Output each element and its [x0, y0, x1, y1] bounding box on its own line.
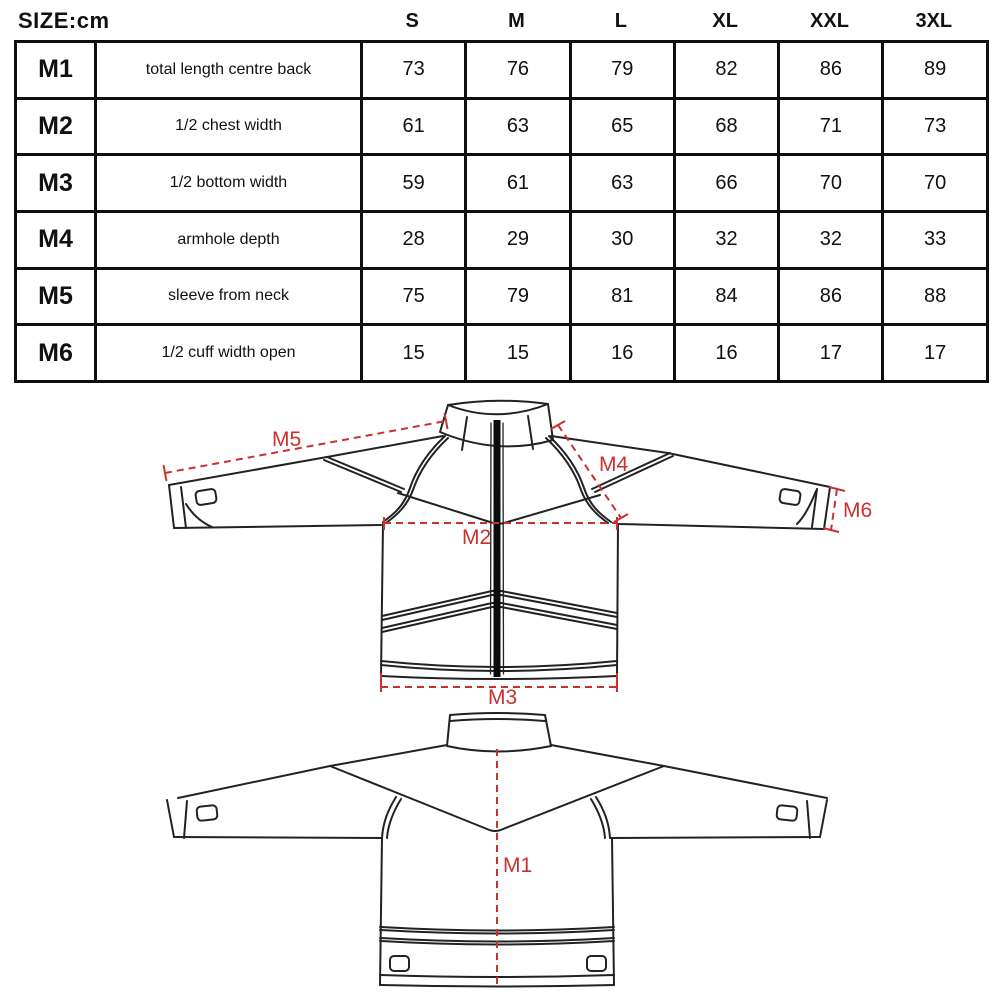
back-right-cuff-tab: [776, 805, 797, 821]
measurement-value: 32: [779, 211, 883, 268]
m5-dimension-line: [165, 421, 446, 473]
size-column-header: XXL: [810, 9, 849, 32]
measurement-value: 16: [674, 325, 778, 382]
jacket-front-diagram: [150, 390, 880, 715]
measurement-value: 32: [674, 211, 778, 268]
measurement-value: 29: [466, 211, 570, 268]
measurement-label: total length centre back: [96, 42, 362, 99]
front-right-raglan-seam: [549, 436, 611, 522]
front-body-left-side: [381, 524, 383, 676]
size-column-header: S: [405, 9, 419, 32]
size-header-row: [14, 6, 986, 36]
measurement-value: 61: [362, 98, 466, 155]
front-right-cuff-tab: [779, 489, 801, 506]
front-right-sleeve-top: [551, 436, 830, 487]
back-right-armhole: [596, 797, 610, 838]
measurement-label: sleeve from neck: [96, 268, 362, 325]
measurement-label: 1/2 bottom width: [96, 155, 362, 212]
measurement-value: 86: [779, 268, 883, 325]
size-column-header: M: [508, 9, 525, 32]
measurement-row: [16, 211, 988, 268]
measurement-label: armhole depth: [96, 211, 362, 268]
front-left-raglan-seam: [383, 436, 445, 522]
size-column-header: XL: [712, 9, 738, 32]
front-left-cuff-curve: [186, 504, 212, 527]
measurement-value: 71: [779, 98, 883, 155]
back-left-armhole: [387, 799, 401, 838]
measurement-value: 17: [779, 325, 883, 382]
m6-label: M6: [843, 499, 873, 522]
measurement-row: [16, 268, 988, 325]
page-title: SIZE:cm: [18, 8, 110, 33]
back-hem-tab-left: [390, 956, 409, 971]
measurement-code: M4: [16, 211, 96, 268]
back-hem-seam: [380, 975, 614, 977]
m3-label: M3: [488, 686, 518, 709]
size-table-body: [16, 42, 988, 382]
measurement-code: M1: [16, 42, 96, 99]
measurement-value: 70: [883, 155, 987, 212]
front-right-sleeve-bottom: [618, 524, 824, 529]
measurement-code: M6: [16, 325, 96, 382]
back-right-sleeve-top: [551, 745, 827, 798]
measurement-value: 79: [570, 42, 674, 99]
back-hem-tab-right: [587, 956, 606, 971]
front-left-raglan-seam: [386, 438, 448, 523]
measurement-value: 84: [674, 268, 778, 325]
front-body-right-side: [617, 524, 618, 676]
front-zipper-tape: [503, 423, 504, 674]
measurement-value: 73: [883, 98, 987, 155]
measurement-label: 1/2 chest width: [96, 98, 362, 155]
front-left-sleeve-stripe: [327, 457, 404, 489]
front-left-sleeve-bottom: [174, 525, 381, 528]
back-left-cuff-seam: [184, 801, 187, 838]
measurement-value: 63: [466, 98, 570, 155]
measurement-label: 1/2 cuff width open: [96, 325, 362, 382]
measurement-value: 86: [779, 42, 883, 99]
front-left-sleeve-top: [169, 436, 443, 485]
back-left-sleeve-bottom: [174, 837, 382, 838]
measurement-row: [16, 42, 988, 99]
m4-label: M4: [599, 453, 629, 476]
front-annotations: [164, 413, 846, 692]
m2-label: M2: [462, 526, 492, 549]
measurement-value: 28: [362, 211, 466, 268]
back-left-cuff-tab: [196, 805, 217, 821]
measurement-value: 33: [883, 211, 987, 268]
measurement-value: 73: [362, 42, 466, 99]
back-left-armhole: [382, 797, 396, 838]
measurement-code: M5: [16, 268, 96, 325]
front-left-cuff-end: [169, 485, 174, 528]
back-band-seam: [380, 938, 614, 942]
back-right-sleeve-bottom: [610, 837, 820, 838]
measurement-value: 89: [883, 42, 987, 99]
measurement-value: 17: [883, 325, 987, 382]
measurement-value: 30: [570, 211, 674, 268]
front-right-raglan-seam: [546, 438, 608, 523]
measurement-value: 79: [466, 268, 570, 325]
measurement-row: [16, 98, 988, 155]
back-body-left-side: [380, 838, 382, 985]
measurement-value: 76: [466, 42, 570, 99]
measurement-code: M2: [16, 98, 96, 155]
m5-label: M5: [272, 428, 302, 451]
measurement-value: 66: [674, 155, 778, 212]
measurement-value: 75: [362, 268, 466, 325]
front-left-sleeve-stripe: [324, 460, 401, 492]
measurement-value: 61: [466, 155, 570, 212]
back-right-cuff-end: [820, 800, 827, 837]
measurement-value: 88: [883, 268, 987, 325]
m1-label: M1: [503, 854, 533, 877]
measurement-row: [16, 325, 988, 382]
m6-dimension-line: [831, 489, 837, 530]
measurement-value: 65: [570, 98, 674, 155]
measurement-value: 68: [674, 98, 778, 155]
back-left-sleeve-top: [178, 745, 447, 798]
measurement-value: 15: [362, 325, 466, 382]
measurement-value: 63: [570, 155, 674, 212]
measurement-value: 59: [362, 155, 466, 212]
size-column-header: L: [614, 9, 627, 32]
jacket-back-diagram: [150, 705, 880, 1000]
front-left-cuff-seam: [181, 487, 186, 528]
measurement-row: [16, 155, 988, 212]
size-table: [14, 40, 989, 383]
measurement-value: 15: [466, 325, 570, 382]
back-body-right-side: [612, 838, 614, 985]
back-right-cuff-seam: [807, 801, 810, 838]
back-left-cuff-end: [167, 800, 174, 837]
measurement-code: M3: [16, 155, 96, 212]
back-right-armhole: [591, 799, 605, 838]
front-right-cuff-end: [824, 487, 830, 529]
measurement-value: 82: [674, 42, 778, 99]
measurement-value: 81: [570, 268, 674, 325]
m4-tick: [551, 421, 565, 429]
measurement-value: 16: [570, 325, 674, 382]
size-column-header: 3XL: [915, 9, 953, 32]
back-hem-bottom: [380, 985, 614, 987]
measurement-value: 70: [779, 155, 883, 212]
front-left-cuff-tab: [195, 489, 217, 506]
